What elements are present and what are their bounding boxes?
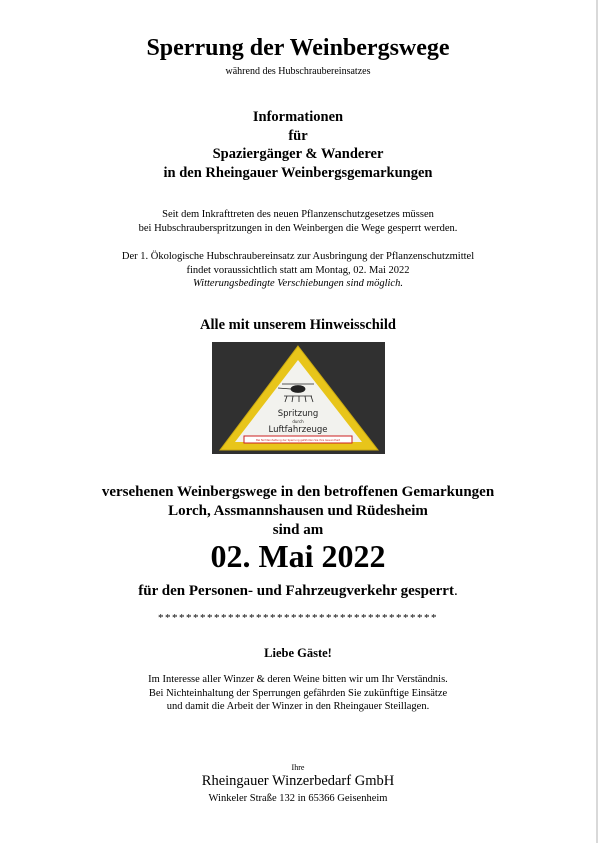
company-address: Winkeler Straße 132 in 65366 Geisenheim: [208, 793, 388, 804]
page-title: Sperrung der Weinbergswege: [146, 35, 450, 61]
closure-end-text: für den Personen- und Fahrzeugverkehr gesperrt: [138, 583, 454, 599]
greeting: Liebe Gäste!: [264, 646, 332, 660]
closure-end-line: [0, 583, 596, 600]
info-heading: [0, 108, 596, 182]
sign-warning-text: Bei Nichteinhaltung der Sperrung gefährden Sie Ihre Gesundheit: [256, 439, 340, 443]
appeal-line: Bei Nichteinhaltung der Sperrungen gefährden Sie zukünftige Einsätze: [148, 687, 448, 699]
closure-date: 02. Mai 2022: [210, 538, 386, 574]
schedule-line: findet voraussichtlich statt am Montag, 02. Mai 2022: [186, 264, 410, 276]
schedule-line: Der 1. Ökologische Hubschraubereinsatz zur Ausbringung der Pflanzenschutzmittel: [121, 251, 475, 262]
closing-word: Ihre: [291, 763, 305, 772]
sign-line-1: Spritzung: [277, 409, 319, 419]
schedule-paragraph: [0, 250, 596, 291]
closure-paragraph: [0, 483, 596, 540]
closure-line: Lorch, Assmannshausen und Rüdesheim: [168, 503, 428, 519]
info-line: Informationen: [252, 109, 344, 125]
info-line: Spaziergänger & Wanderer: [212, 146, 384, 162]
warning-sign-image: [212, 342, 385, 454]
appeal-paragraph: [0, 673, 596, 714]
appeal-line: und damit die Arbeit der Winzer in den Rheingauer Steillagen.: [166, 701, 430, 712]
closure-end-punct: .: [453, 583, 458, 599]
sign-line-3: Luftfahrzeuge: [268, 425, 328, 435]
schedule-note: Witterungsbedingte Verschiebungen sind möglich.: [193, 278, 403, 289]
closure-line: versehenen Weinbergswege in den betroffenen Gemarkungen: [101, 484, 495, 500]
company-name: Rheingauer Winzerbedarf GmbH: [201, 773, 395, 789]
page-subtitle: während des Hubschraubereinsatzes: [225, 66, 371, 77]
intro-line: Seit dem Inkrafttreten des neuen Pflanzenschutzgesetzes müssen: [162, 209, 434, 220]
info-line: in den Rheingauer Weinbergsgemarkungen: [163, 164, 433, 181]
intro-line: bei Hubschrauberspritzungen in den Weinbergen die Wege gesperrt werden.: [138, 222, 458, 234]
separator-line: ****************************************: [158, 612, 438, 624]
hint-heading: Alle mit unserem Hinweisschild: [200, 317, 396, 333]
appeal-line: Im Interesse aller Winzer & deren Weine bitten wir um Ihr Verständnis.: [148, 674, 448, 685]
sign-line-2: durch: [292, 419, 304, 424]
closure-line: sind am: [272, 522, 324, 538]
intro-paragraph: [0, 208, 596, 235]
warning-sign-photo: [212, 342, 385, 454]
info-line: für: [288, 127, 308, 144]
